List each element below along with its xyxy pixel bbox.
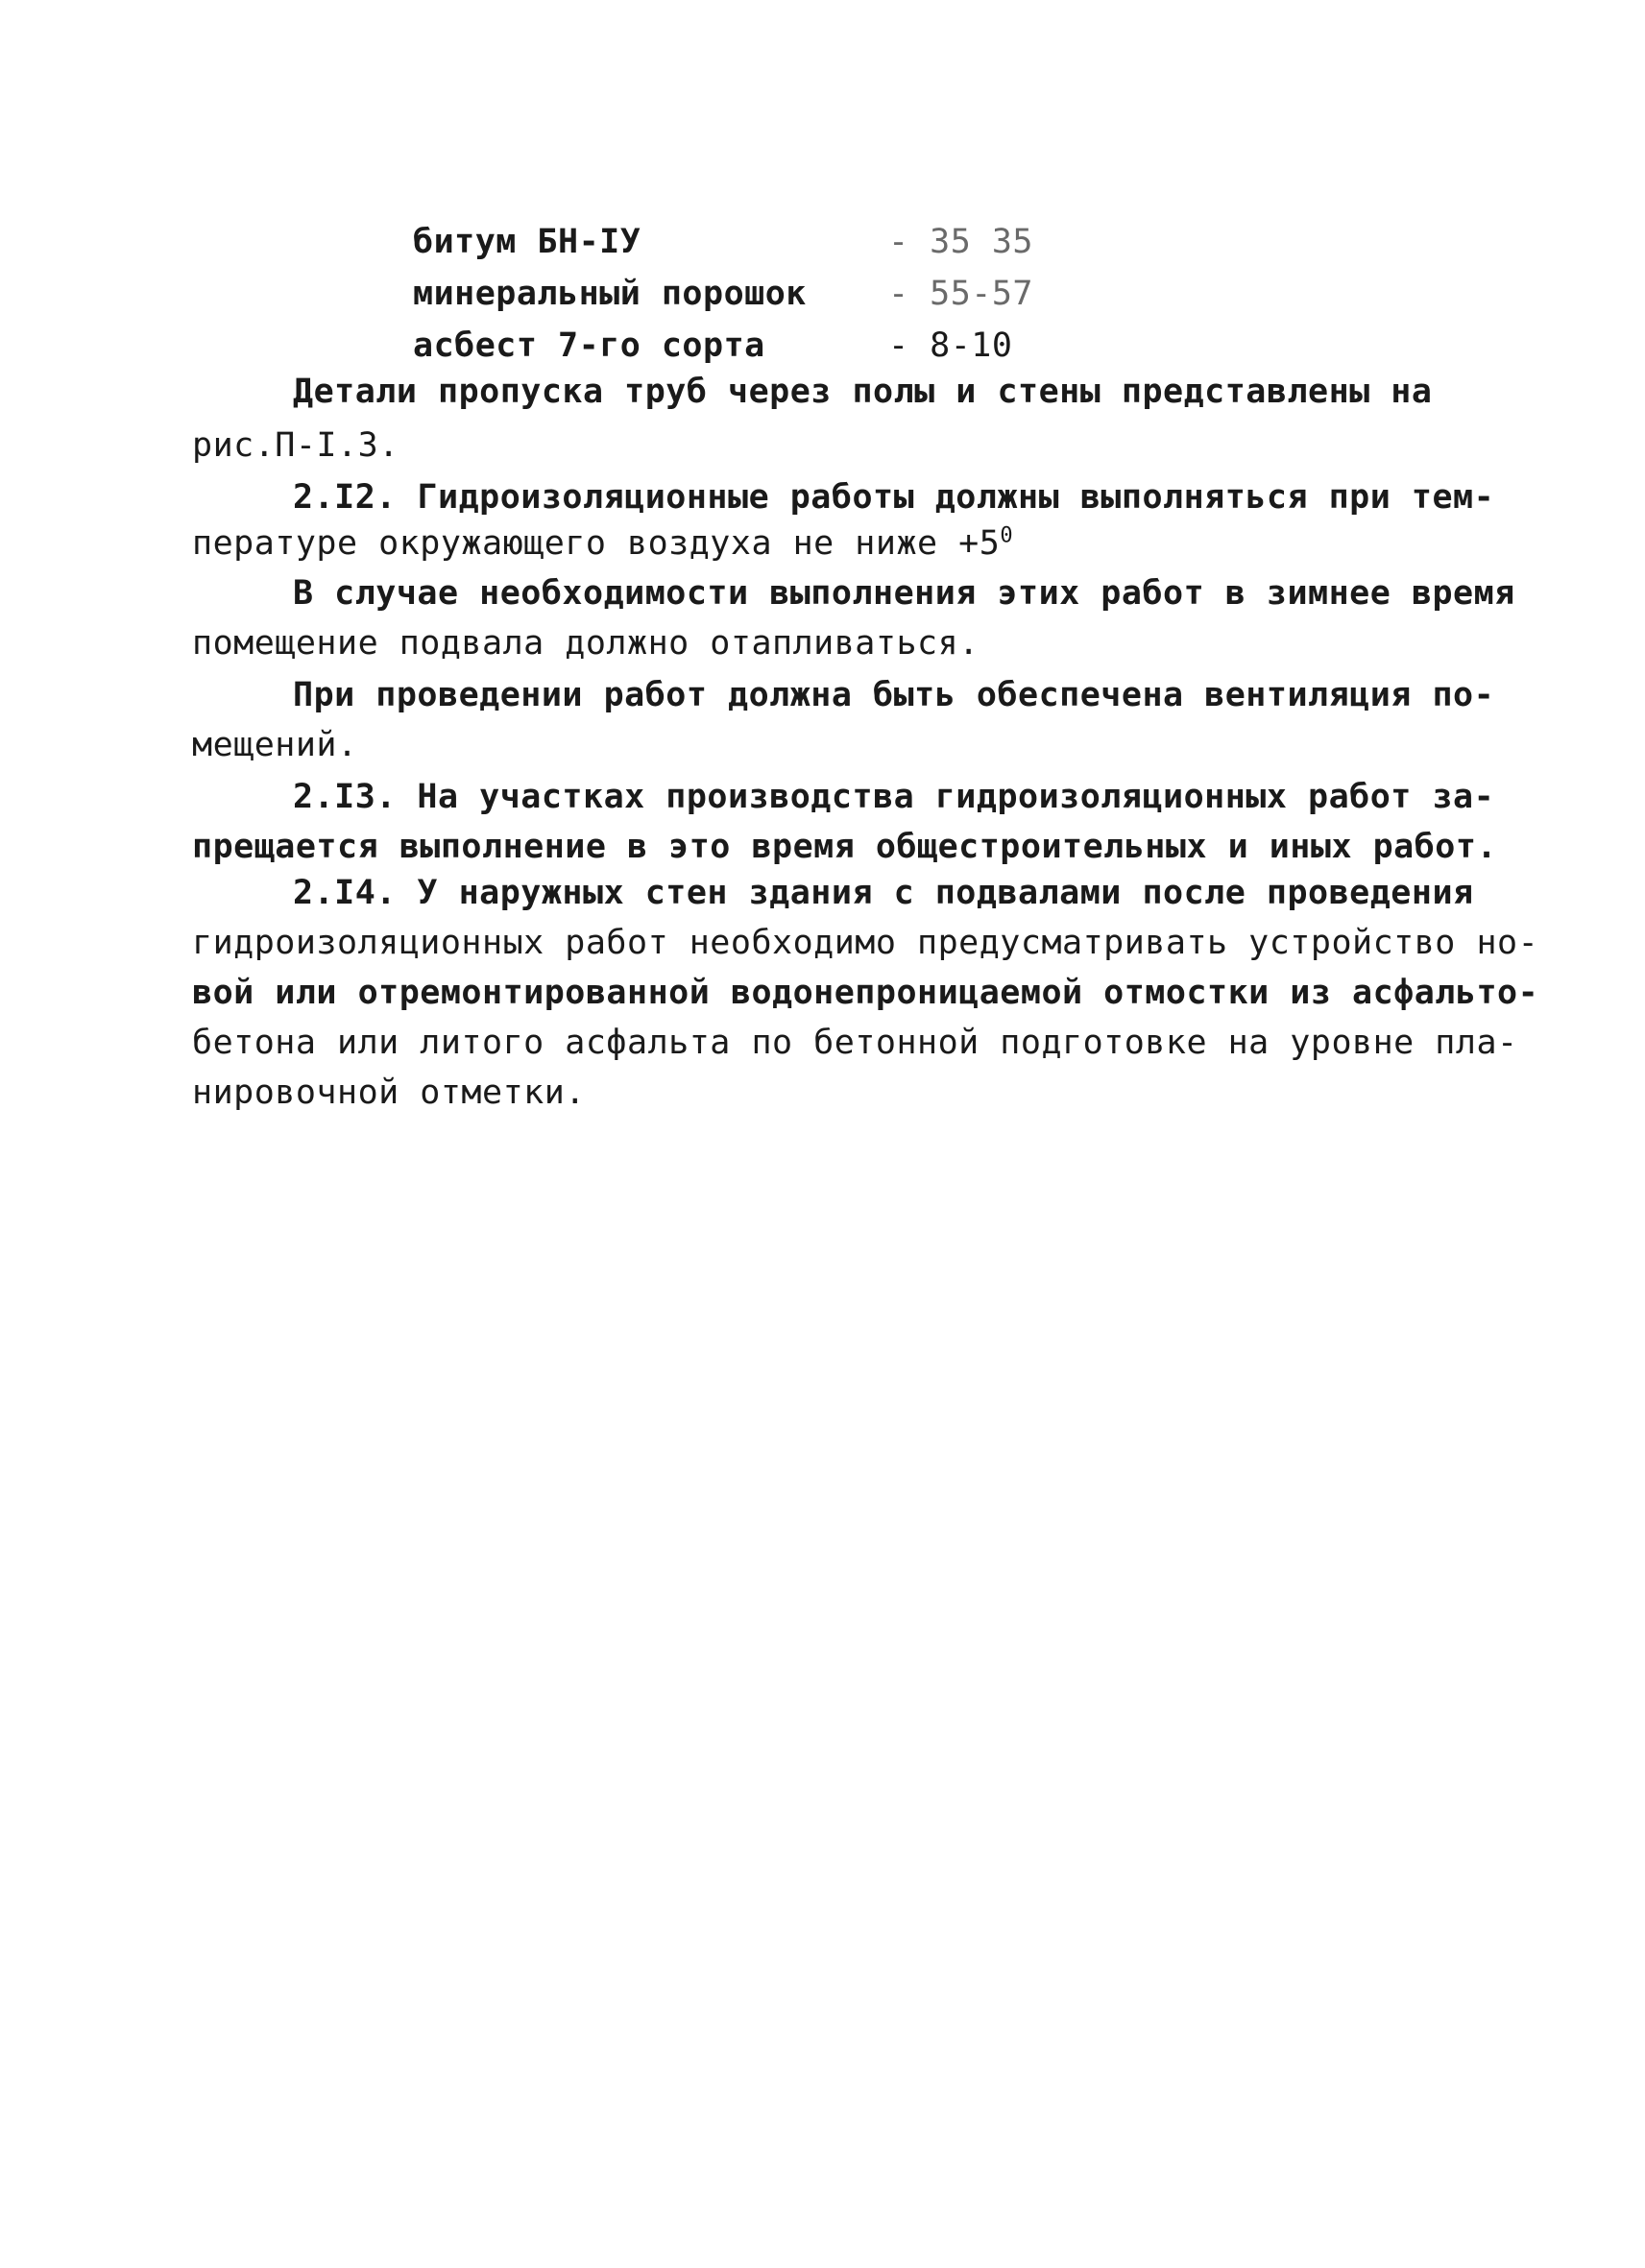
section-2-14-line: вой или отремонтированной водонепроницаемой отмостки из асфальто-: [192, 974, 1539, 1012]
degree-superscript: 0: [1000, 523, 1014, 548]
recipe-item-name: асбест 7-го сорта: [413, 326, 765, 365]
recipe-item-name: минеральный порошок: [413, 275, 807, 313]
recipe-item-value: - 55-57: [888, 275, 1034, 313]
recipe-item-value: - 8-10: [888, 326, 1013, 365]
recipe-item-name: битум БН-IУ: [413, 223, 641, 261]
section-2-14-line: гидроизоляционных работ необходимо предусматривать устройство но-: [192, 924, 1539, 962]
temperature-text: пературе окружающего воздуха не ниже +5: [192, 524, 1001, 563]
section-2-12-line: При проведении работ должна быть обеспечена вентиляция по-: [293, 676, 1495, 714]
section-2-14-line: бетона или литого асфальта по бетонной подготовке на уровне пла-: [192, 1024, 1518, 1062]
section-2-12-line: помещение подвала должно отапливаться.: [192, 624, 980, 663]
recipe-item-value: - 35 35: [888, 223, 1034, 261]
section-2-12-line: мещений.: [192, 726, 358, 764]
section-2-13-line: 2.I3. На участках производства гидроизоляционных работ за-: [293, 778, 1495, 816]
section-2-12-line: [192, 520, 1013, 567]
section-2-14-line: 2.I4. У наружных стен здания с подвалами после проведения: [293, 874, 1474, 912]
section-2-13-line: прещается выполнение в это время общестроительных и иных работ.: [192, 828, 1498, 866]
section-2-14-line: нировочной отметки.: [192, 1074, 586, 1112]
paragraph-line: рис.П-I.3.: [192, 426, 399, 465]
section-2-12-line: В случае необходимости выполнения этих работ в зимнее время: [293, 574, 1515, 613]
paragraph-line: Детали пропуска труб через полы и стены представлены на: [293, 373, 1433, 411]
section-2-12-line: 2.I2. Гидроизоляционные работы должны выполняться при тем-: [293, 478, 1495, 517]
